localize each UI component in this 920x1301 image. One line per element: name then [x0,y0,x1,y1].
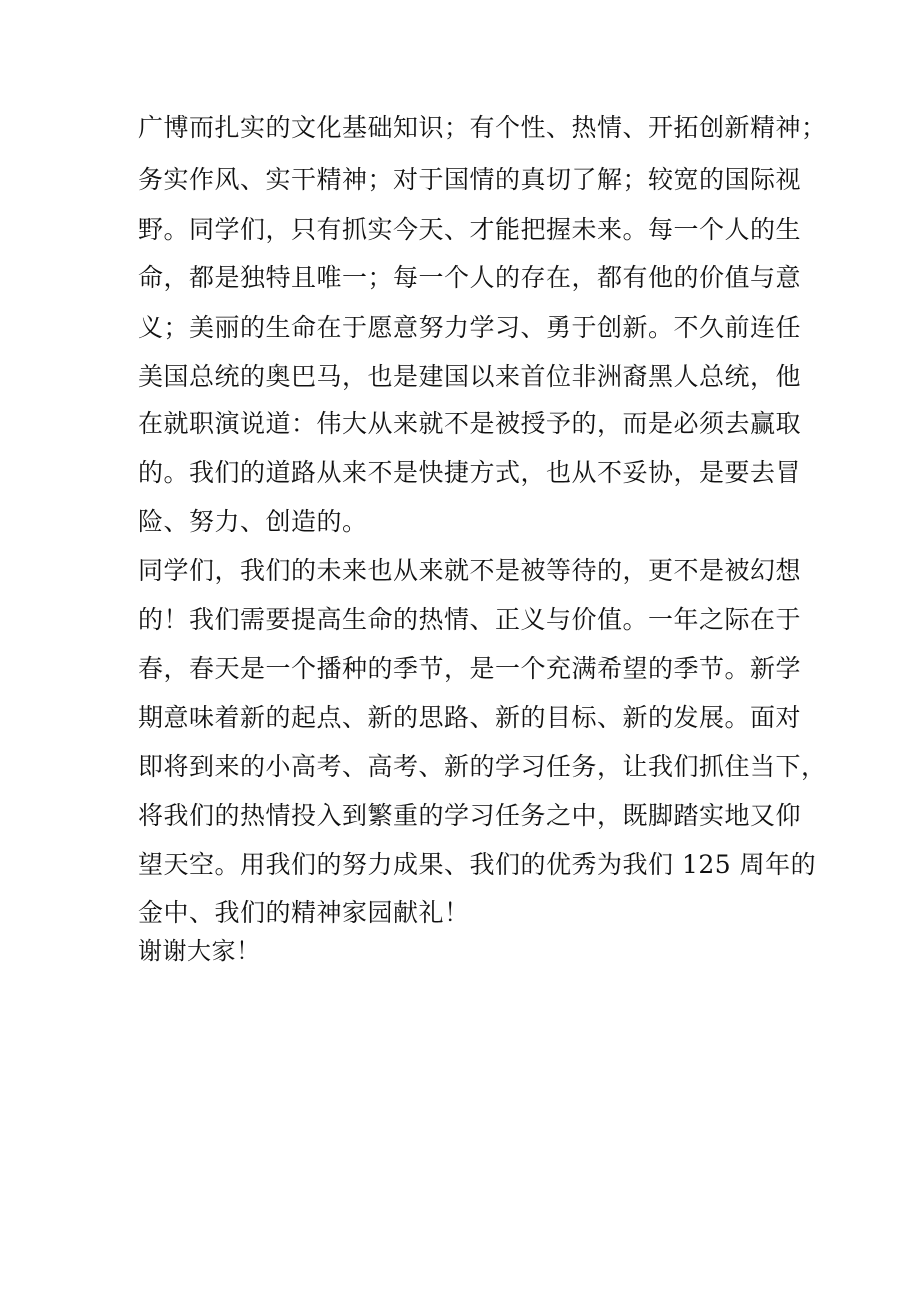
paragraph-2-line-2: 的！我们需要提高生命的热情、正义与价值。一年之际在于 [138,605,802,634]
paragraph-1-line-8: 的。我们的道路从来不是快捷方式，也从不妥协，是要去冒 [138,458,802,487]
closing-text: 谢谢大家！ [138,937,261,965]
paragraph-2-line-4: 期意味着新的起点、新的思路、新的目标、新的发展。面对 [138,703,802,732]
paragraph-1-line-2: 务实作风、实干精神；对于国情的真切了解；较宽的国际视 [138,165,802,194]
paragraph-1-line-7: 在就职演说道：伟大从来就不是被授予的，而是必须去赢取 [138,409,802,438]
paragraph-2-line-7: 望天空。用我们的努力成果、我们的优秀为我们 125 周年的 [138,850,817,879]
paragraph-2-line-5: 即将到来的小高考、高考、新的学习任务，让我们抓住当下， [138,752,827,781]
paragraph-1-line-3: 野。同学们，只有抓实今天、才能把握未来。每一个人的生 [138,215,802,244]
paragraph-2-line-8: 金中、我们的精神家园献礼！ [138,898,470,927]
paragraph-2-line-6: 将我们的热情投入到繁重的学习任务之中，既脚踏实地又仰 [138,801,802,830]
paragraph-1-line-1: 广博而扎实的文化基础知识；有个性、热情、开拓创新精神； [138,113,827,142]
paragraph-1-line-6: 美国总统的奥巴马，也是建国以来首位非洲裔黑人总统，他 [138,362,802,391]
paragraph-2-line-1: 同学们，我们的未来也从来就不是被等待的，更不是被幻想 [138,556,802,585]
paragraph-2-line-3: 春，春天是一个播种的季节，是一个充满希望的季节。新学 [138,654,802,683]
paragraph-1-line-5: 义；美丽的生命在于愿意努力学习、勇于创新。不久前连任 [138,313,802,342]
paragraph-1-line-4: 命，都是独特且唯一；每一个人的存在，都有他的价值与意 [138,263,802,292]
paragraph-1-line-9: 险、努力、创造的。 [138,507,368,536]
